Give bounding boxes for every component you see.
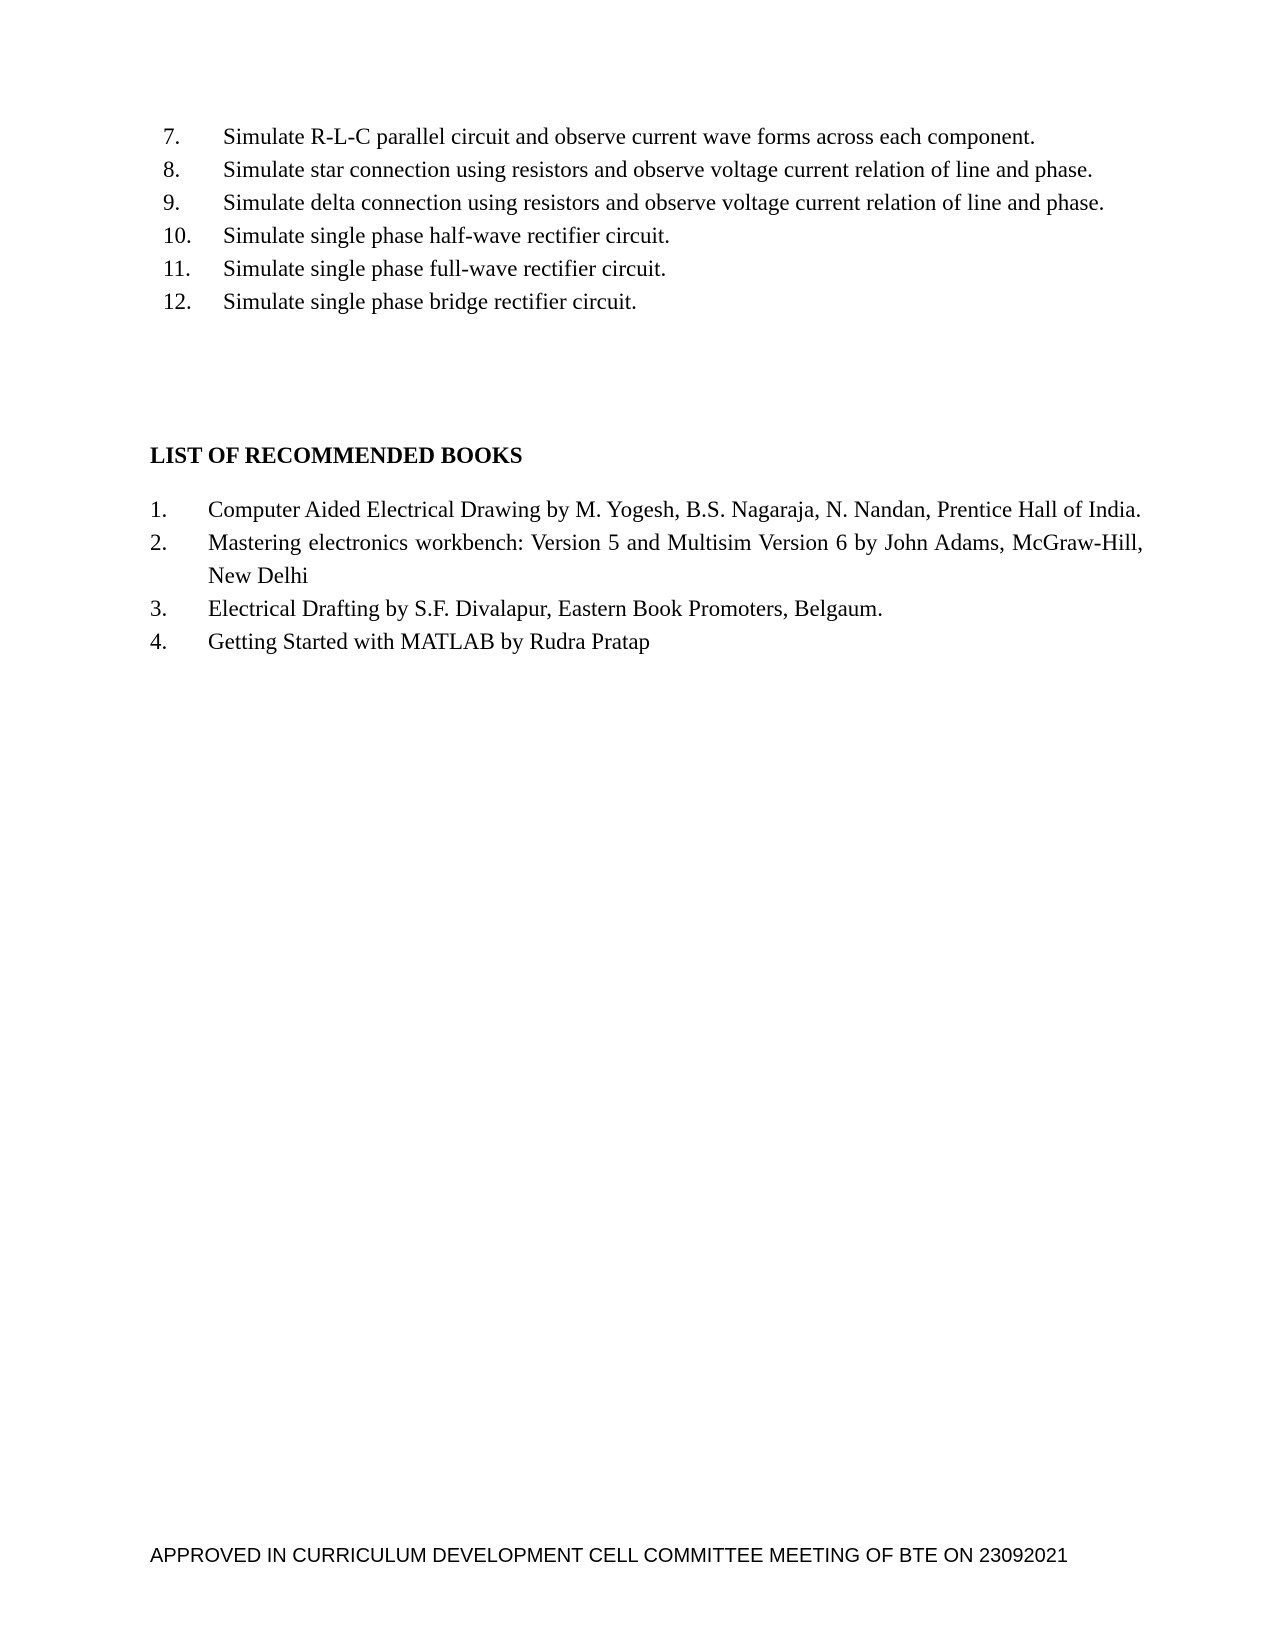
item-number: 4. — [150, 629, 168, 654]
list-item — [163, 120, 1143, 153]
item-text: Mastering electronics workbench: Version 5 and Multisim Version 6 by John Adams, McGraw-Hill, New Delhi — [208, 530, 1143, 588]
item-text: Getting Started with MATLAB by Rudra Pratap — [208, 629, 651, 654]
list-item — [150, 625, 1143, 658]
item-text: Simulate single phase half-wave rectifier circuit. — [223, 223, 671, 248]
page-footer: APPROVED IN CURRICULUM DEVELOPMENT CELL COMMITTEE MEETING OF BTE ON 23092021 — [150, 1545, 1068, 1567]
item-text: Computer Aided Electrical Drawing by M. Yogesh, B.S. Nagaraja, N. Nandan, Prentice Hall of India. — [208, 497, 1142, 522]
practicals-list — [163, 120, 1143, 318]
item-number: 1. — [150, 497, 168, 522]
list-item — [163, 153, 1143, 186]
list-item — [150, 526, 1143, 592]
item-text: Simulate single phase bridge rectifier circuit. — [223, 289, 637, 314]
list-item — [163, 186, 1143, 219]
list-item — [163, 219, 1143, 252]
item-number: 11. — [163, 256, 191, 281]
list-item — [163, 285, 1143, 318]
item-number: 2. — [150, 530, 168, 555]
item-number: 7. — [163, 124, 181, 149]
item-number: 10. — [163, 223, 192, 248]
list-item — [150, 592, 1143, 625]
item-number: 8. — [163, 157, 181, 182]
books-list — [150, 493, 1143, 658]
list-item — [150, 493, 1143, 526]
item-text: Simulate single phase full-wave rectifier circuit. — [223, 256, 667, 281]
section-heading: LIST OF RECOMMENDED BOOKS — [150, 443, 523, 468]
item-text: Simulate R-L-C parallel circuit and observe current wave forms across each component. — [223, 124, 1036, 149]
item-text: Simulate delta connection using resistors and observe voltage current relation of line and phase. — [223, 190, 1105, 215]
list-item — [163, 252, 1143, 285]
item-text: Electrical Drafting by S.F. Divalapur, Eastern Book Promoters, Belgaum. — [208, 596, 883, 621]
item-text: Simulate star connection using resistors and observe voltage current relation of line and phase. — [223, 157, 1093, 182]
item-number: 9. — [163, 190, 181, 215]
item-number: 3. — [150, 596, 168, 621]
item-number: 12. — [163, 289, 192, 314]
